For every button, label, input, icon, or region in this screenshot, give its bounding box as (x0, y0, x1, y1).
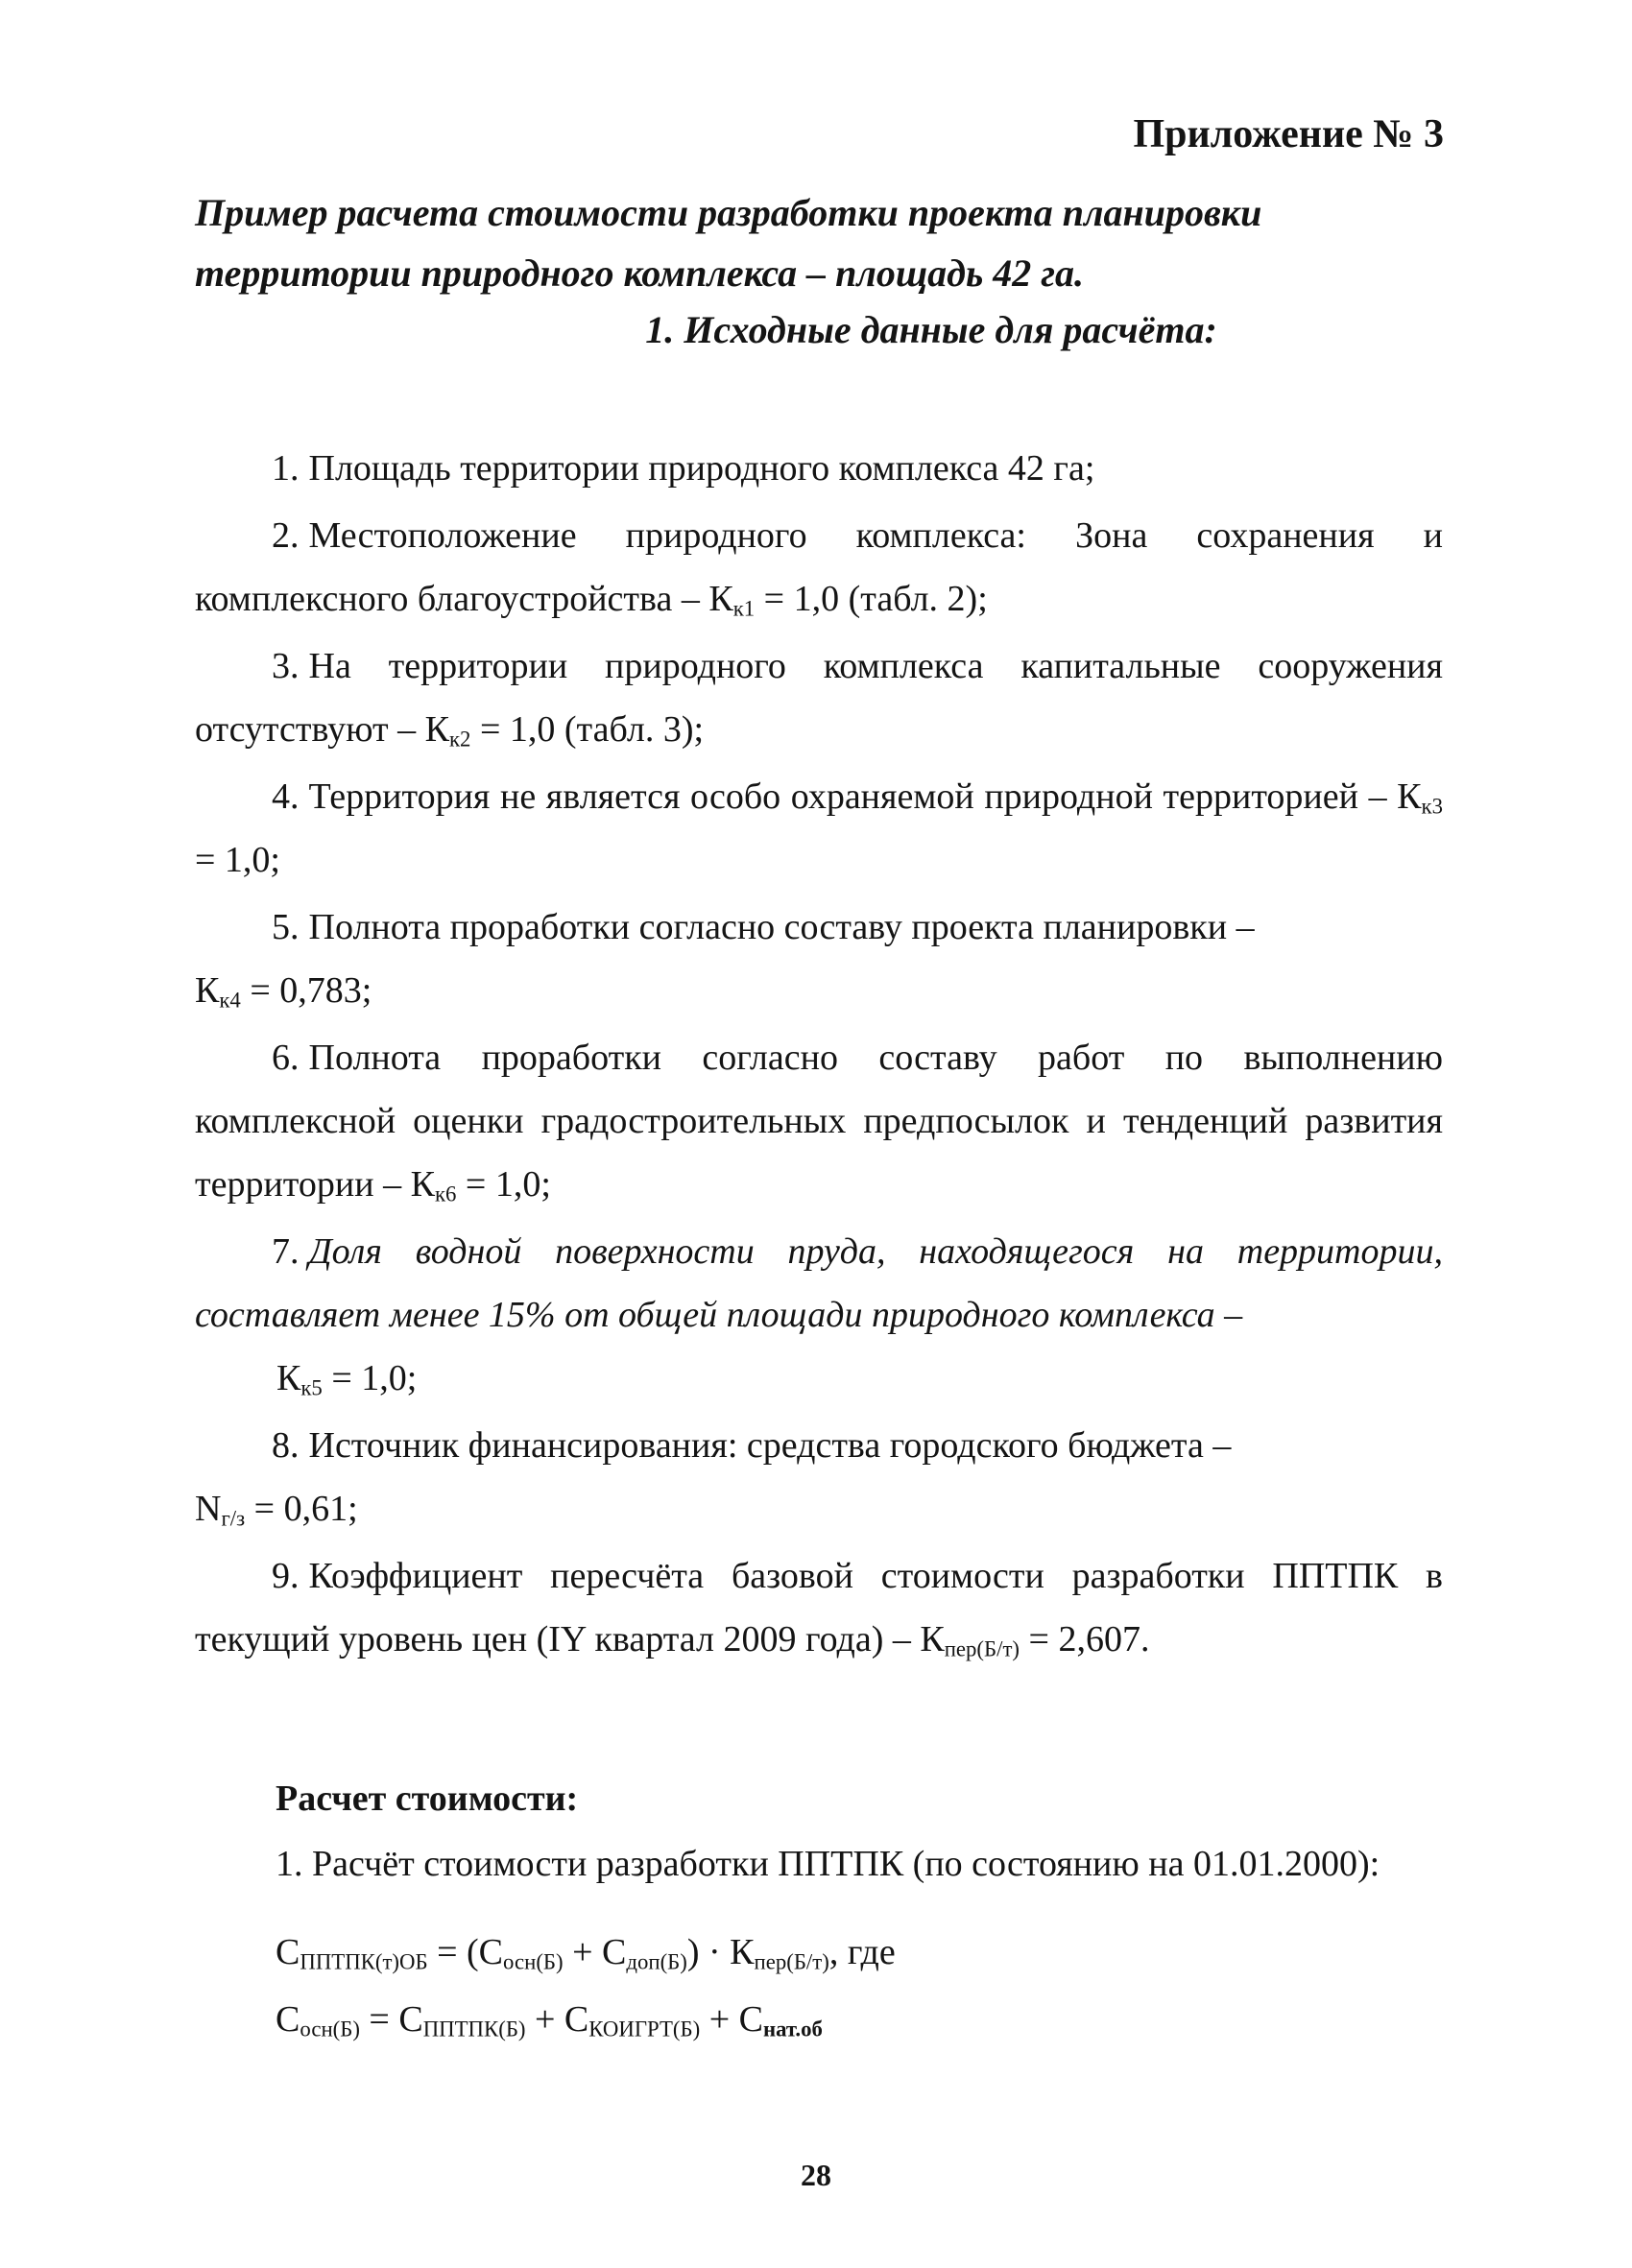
item-continuation (195, 959, 1443, 1022)
item-text: Местоположение природного комплекса: Зона сохранения и комплексного благоустройства – К (195, 515, 1443, 619)
formula-subscript: КОИГРТ(Б) (588, 2017, 701, 2041)
item-text: Полнота проработки согласно составу проекта планировки – (308, 907, 1255, 947)
coefficient-subscript: к2 (448, 727, 471, 752)
formula-text: + С (563, 1932, 627, 1972)
item-text: На территории природного комплекса капитальные сооружения отсутствуют – К (195, 646, 1443, 750)
list-item (195, 765, 1443, 892)
item-text: Площадь территории природного комплекса 42 га; (308, 448, 1095, 489)
formula-subscript: пер(Б/т) (754, 1949, 829, 1974)
formula-text: = (С (427, 1932, 504, 1972)
formula-subscript: нат.об (762, 2017, 823, 2041)
item-text-tail: = 1,0; (195, 840, 280, 880)
input-data-list (195, 437, 1443, 1675)
document-title (195, 182, 1462, 303)
list-item (195, 895, 1443, 1022)
item-number: 5. (272, 907, 300, 947)
coefficient-value: = 0,783; (240, 970, 372, 1011)
item-number: 1. (272, 448, 300, 489)
formula-subscript: осн(Б) (503, 1949, 564, 1974)
formula-text: , где (828, 1932, 896, 1972)
list-item (195, 1220, 1443, 1410)
item-number: 6. (272, 1038, 300, 1078)
coefficient-subscript: пер(Б/т) (944, 1636, 1020, 1661)
list-item (195, 1544, 1443, 1671)
coefficient-subscript: к4 (219, 988, 241, 1013)
item-number: 9. (272, 1556, 300, 1596)
item-text: Источник финансирования: средства городского бюджета – (308, 1425, 1232, 1466)
coefficient-subscript: г/з (221, 1506, 246, 1531)
item-continuation (195, 1347, 1443, 1410)
item-text: Коэффициент пересчёта базовой стоимости разработки ППТПК в текущий уровень цен (IY квартал 2009 года) – К (195, 1556, 1443, 1659)
title-line-2: территории природного комплекса – площадь 42 га. (195, 251, 1085, 295)
formula-subscript: ППТПК(т)ОБ (300, 1949, 428, 1974)
list-item (195, 504, 1443, 631)
item-text: Доля водной поверхности пруда, находящегося на территории, составляет менее 15% от общей площади природного комплекса – (195, 1231, 1443, 1335)
formula-subscript: ППТПК(Б) (422, 2017, 526, 2041)
coefficient-subscript: к6 (434, 1182, 457, 1206)
item-number: 2. (272, 515, 300, 556)
item-text-tail: = 1,0; (456, 1164, 551, 1205)
formula-subscript: доп(Б) (626, 1949, 687, 1974)
formula-text: ) · К (686, 1932, 755, 1972)
formula-total-cost (276, 1931, 896, 1973)
formula-text: + С (700, 1999, 763, 2040)
list-item (195, 1414, 1443, 1540)
item-number: 8. (272, 1425, 300, 1466)
title-line-1: Пример расчета стоимости разработки проекта планировки (195, 191, 1262, 234)
calculation-step-1: 1. Расчёт стоимости разработки ППТПК (по состоянию на 01.01.2000): (276, 1844, 1380, 1884)
formula-text: = С (359, 1999, 423, 2040)
coefficient-value: = 1,0; (322, 1358, 418, 1398)
formula-symbol: С (276, 1999, 300, 2040)
page-number: 28 (801, 2158, 831, 2192)
coefficient-subscript: к5 (300, 1375, 323, 1400)
list-item (195, 1026, 1443, 1216)
coefficient-value: = 0,61; (245, 1489, 358, 1529)
item-text: Полнота проработки согласно составу работ по выполнению комплексной оценки градостроительных предпосылок и тенденций развития территории – К (195, 1038, 1443, 1205)
formula-subscript: осн(Б) (300, 2017, 360, 2041)
coefficient-symbol: К (276, 1358, 301, 1398)
formula-symbol: С (276, 1932, 300, 1972)
appendix-label: Приложение № 3 (1133, 112, 1444, 156)
calculation-heading: Расчет стоимости: (276, 1779, 579, 1819)
item-text-tail: = 2,607. (1020, 1619, 1150, 1659)
item-number: 3. (272, 646, 300, 686)
item-text-tail: = 1,0 (табл. 2); (755, 579, 988, 619)
list-item (195, 634, 1443, 761)
list-item (195, 437, 1443, 500)
section-heading: 1. Исходные данные для расчёта: (645, 308, 1217, 351)
formula-text: + С (525, 1999, 589, 2040)
coefficient-subscript: к1 (732, 596, 756, 621)
coefficient-subscript: к3 (1421, 794, 1443, 819)
item-text-tail: = 1,0 (табл. 3); (470, 709, 705, 750)
item-text: Территория не является особо охраняемой природной территорией – К (308, 776, 1422, 817)
formula-base-cost (276, 1998, 823, 2041)
coefficient-symbol: К (195, 970, 220, 1011)
coefficient-symbol: N (195, 1489, 222, 1529)
item-number: 7. (272, 1231, 300, 1272)
item-continuation (195, 1477, 1443, 1540)
item-number: 4. (272, 776, 300, 817)
